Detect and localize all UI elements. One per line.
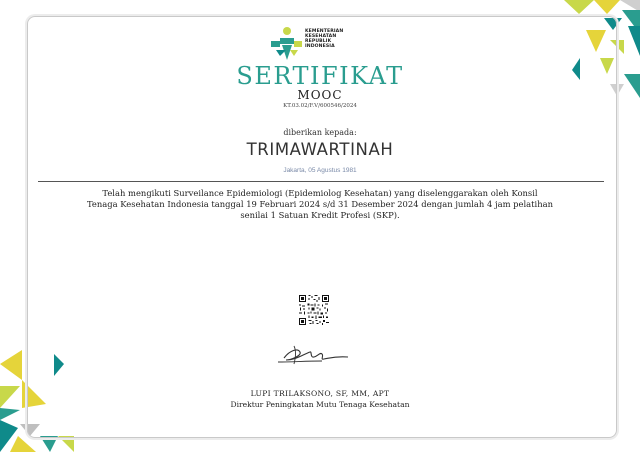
certificate-title: SERTIFIKAT [236,62,404,90]
signature-icon [276,340,352,368]
statement-line: Tenaga Kesehatan Indonesia tanggal 19 Februari 2024 s/d 31 Desember 2024 dengan jumlah 4 jam pelatihan [86,199,553,209]
logo-line: KEMENTERIAN [305,29,344,34]
certificate-subtitle: MOOC [297,88,343,102]
birth-info: Jakarta, 05 Agustus 1981 [283,167,357,174]
logo-line: KESEHATAN [305,34,337,40]
logo-text [305,29,343,49]
signer-position: Direktur Peningkatan Mutu Tenaga Kesehatan [230,400,410,409]
statement [60,188,580,221]
recipient-name: TRIMAWARTINAH [246,140,394,159]
certificate-number: KT.03.02/F.V/600546/2024 [283,103,357,109]
statement-line: senilai 1 Satuan Kredit Profesi (SKP). [240,210,400,220]
logo-line: INDONESIA [305,44,335,50]
qr-code-icon[interactable] [299,295,329,325]
logo-line: REPUBLIK [305,39,332,45]
signer-name: LUPI TRILAKSONO, SF, MM, APT [250,389,390,398]
given-to-label: diberikan kepada: [283,128,357,137]
statement-line: Telah mengikuti Surveilance Epidemiologi (Epidemiolog Kesehatan) yang diselenggarakan oleh Konsil [102,188,538,198]
divider [38,181,604,182]
